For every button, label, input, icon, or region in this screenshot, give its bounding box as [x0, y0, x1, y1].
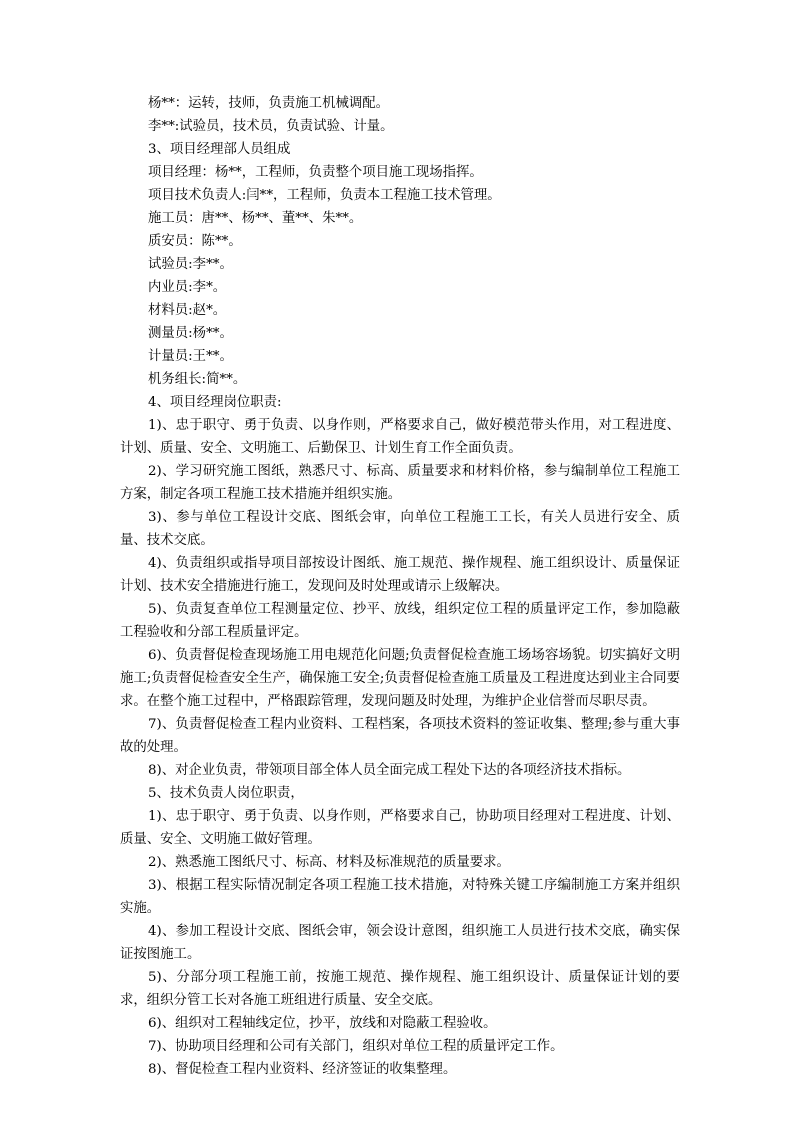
pm-duty-2: 2)、学习研究施工图纸，熟悉尺寸、标高、质量要求和材料价格，参与编制单位工程施工方案，制定各项工程施工技术措施并组织实施。: [120, 464, 680, 502]
staff-line-yang: 杨**：运转，技师，负责施工机械调配。: [148, 96, 390, 111]
role-construction-staff: 施工员：唐**、杨**、董**、朱**。: [148, 211, 363, 226]
pm-duty-1: 1)、忠于职守、勇于负责、以身作则，严格要求自己，做好模范带头作用，对工程进度、计划、质量、安全、文明施工、后勤保卫、计划生育工作全面负责。: [120, 418, 680, 456]
tech-duty-6: 6)、组织对工程轴线定位，抄平，放线和对隐蔽工程验收。: [148, 1016, 497, 1031]
role-machinery-lead: 机务组长:简**。: [148, 372, 247, 387]
section-heading-4: 4、项目经理岗位职责:: [148, 395, 282, 410]
role-office-staff: 内业员:李*。: [148, 280, 227, 295]
role-technical-lead: 项目技术负责人:闫**，工程师，负责本工程施工技术管理。: [148, 188, 501, 203]
role-materials: 材料员:赵*。: [148, 303, 227, 318]
pm-duty-5: 5)、负责复查单位工程测量定位、抄平、放线，组织定位工程的质量评定工作，参加隐蔽工程验收和分部工程质量评定。: [120, 602, 680, 640]
section-heading-5: 5、技术负责人岗位职责，: [148, 786, 304, 801]
tech-duty-2: 2)、熟悉施工图纸尺寸、标高、材料及标准规范的质量要求。: [148, 855, 510, 870]
staff-line-li: 李**:试验员，技术员，负责试验、计量。: [148, 119, 394, 134]
role-project-manager: 项目经理：杨**，工程师，负责整个项目施工现场指挥。: [148, 165, 483, 180]
pm-duty-3: 3)、参与单位工程设计交底、图纸会审，向单位工程施工工长，有关人员进行安全、质量、技术交底。: [120, 510, 680, 548]
tech-duty-1: 1)、忠于职守、勇于负责、以身作则，严格要求自己，协助项目经理对工程进度、计划、质量、安全、文明施工做好管理。: [120, 809, 680, 847]
pm-duty-6: 6)、负责督促检查现场施工用电规范化问题;负责督促检查施工场场容场貌。切实搞好文明施工;负责督促检查安全生产，确保施工安全;负责督促检查施工质量及工程进度达到业主合同要求。在整个施工过程中，严格跟踪管理，发现问题及时处理，为维护企业信誉而尽职尽责。: [120, 648, 680, 709]
role-tester: 试验员:李**。: [148, 257, 233, 272]
tech-duty-3: 3)、根据工程实际情况制定各项工程施工技术措施，对特殊关键工序编制施工方案并组织实施。: [120, 878, 680, 916]
section-heading-3: 3、项目经理部人员组成: [148, 142, 291, 157]
tech-duty-7: 7)、协助项目经理和公司有关部门，组织对单位工程的质量评定工作。: [148, 1039, 564, 1054]
role-surveyor: 测量员:杨**。: [148, 326, 233, 341]
tech-duty-8: 8)、督促检查工程内业资料、经济签证的收集整理。: [148, 1062, 457, 1077]
role-metering: 计量员:王**。: [148, 349, 233, 364]
pm-duty-7: 7)、负责督促检查工程内业资料、工程档案，各项技术资料的签证收集、整理;参与重大事故的处理。: [120, 717, 680, 755]
document-body: [120, 92, 680, 1081]
pm-duty-4: 4)、负责组织或指导项目部按设计图纸、施工规范、操作规程、施工组织设计、质量保证计划、技术安全措施进行施工，发现问及时处理或请示上级解决。: [120, 556, 680, 594]
pm-duty-8: 8)、对企业负责，带领项目部全体人员全面完成工程处下达的各项经济技术指标。: [148, 763, 631, 778]
tech-duty-4: 4)、参加工程设计交底、图纸会审，领会设计意图，组织施工人员进行技术交底，确实保证按图施工。: [120, 924, 680, 962]
tech-duty-5: 5)、分部分项工程施工前，按施工规范、操作规程、施工组织设计、质量保证计划的要求，组织分管工长对各施工班组进行质量、安全交底。: [120, 970, 680, 1008]
role-quality-safety: 质安员：陈**。: [148, 234, 242, 249]
